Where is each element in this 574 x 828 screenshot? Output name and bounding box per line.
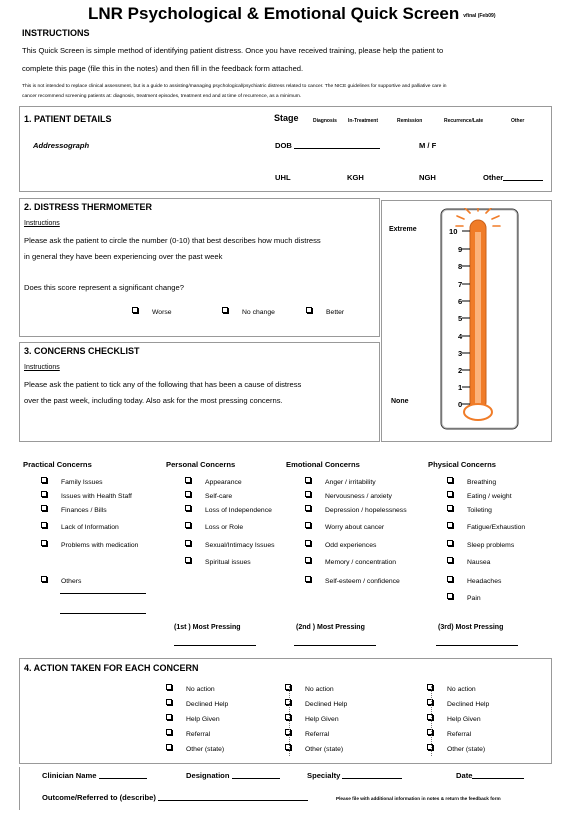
stage-in-treatment: In-Treatment — [348, 118, 379, 124]
checkbox-icon[interactable] — [285, 714, 291, 720]
tick-0[interactable]: 0 — [458, 400, 463, 409]
action-help-given[interactable]: Help Given — [285, 714, 339, 723]
checkbox-icon[interactable] — [166, 744, 172, 750]
concern-nausea[interactable]: Nausea — [447, 557, 490, 566]
checkbox-icon[interactable] — [185, 477, 191, 483]
checkbox-icon[interactable] — [305, 576, 311, 582]
clinician-name-field[interactable]: Clinician Name — [42, 771, 147, 780]
thermometer-none-label: None — [391, 398, 409, 405]
stage-remission: Remission — [397, 118, 423, 124]
date-field[interactable]: Date — [456, 771, 524, 780]
concern-others[interactable]: Others — [41, 576, 81, 585]
emotional-header: Emotional Concerns — [286, 460, 360, 469]
outcome-field[interactable]: Outcome/Referred to (describe) — [42, 793, 308, 802]
footer-note: Please file with additional information in notes & return the feedback form — [336, 796, 501, 801]
option-no-change[interactable]: No change — [222, 307, 275, 316]
action-other[interactable]: Other (state) — [285, 744, 343, 753]
most-pressing-3: (3rd) Most Pressing — [438, 624, 504, 631]
concerns-line-2: over the past week, including today. Also ask for the most pressing concerns. — [24, 396, 283, 405]
action-declined[interactable]: Declined Help — [166, 699, 228, 708]
concern-information[interactable]: Lack of Information — [41, 522, 119, 531]
distress-line-2: in general they have been experiencing over the past week — [24, 252, 223, 261]
concern-odd-experiences[interactable]: Odd experiences — [305, 540, 376, 549]
checkbox-icon[interactable] — [185, 491, 191, 497]
thermometer-icon — [440, 208, 520, 432]
tick-4[interactable]: 4 — [458, 332, 463, 341]
page-title: LNR Psychological & Emotional Quick Screen vfinal (Feb09) — [88, 4, 496, 23]
most-pressing-3-line[interactable] — [436, 645, 518, 646]
tick-10[interactable]: 10 — [449, 227, 458, 236]
action-referral[interactable]: Referral — [285, 729, 329, 738]
concern-depression[interactable]: Depression / hopelessness — [305, 505, 407, 514]
checkbox-icon[interactable] — [41, 477, 47, 483]
checkbox-icon[interactable] — [305, 540, 311, 546]
option-better[interactable]: Better — [306, 307, 344, 316]
thermometer-extreme-label: Extreme — [389, 226, 417, 233]
instructions-fine-2: cancer recommend screening patients at: diagnosis, treatment episodes, treatment end and at time of recurrence, as a minimum. — [22, 94, 302, 99]
addressograph-label: Addressograph — [33, 141, 90, 150]
stage-diagnosis: Diagnosis — [313, 118, 337, 124]
most-pressing-1: (1st ) Most Pressing — [174, 624, 241, 631]
others-line-1[interactable] — [60, 593, 146, 594]
concern-health-staff[interactable]: Issues with Health Staff — [41, 491, 132, 500]
checkbox-icon[interactable] — [132, 307, 138, 313]
concern-independence[interactable]: Loss of Independence — [185, 505, 272, 514]
concern-finances[interactable]: Finances / Bills — [41, 505, 107, 514]
concern-medication[interactable]: Problems with medication — [41, 540, 138, 549]
checkbox-icon[interactable] — [447, 593, 453, 599]
checkbox-icon[interactable] — [447, 540, 453, 546]
action-other[interactable]: Other (state) — [166, 744, 224, 753]
checkbox-icon[interactable] — [185, 522, 191, 528]
concern-role[interactable]: Loss or Role — [185, 522, 243, 531]
checkbox-icon[interactable] — [185, 557, 191, 563]
site-kgh[interactable]: KGH — [347, 173, 364, 182]
concern-anger[interactable]: Anger / irritability — [305, 477, 376, 486]
checkbox-icon[interactable] — [427, 684, 433, 690]
checkbox-icon[interactable] — [41, 505, 47, 511]
action-other[interactable]: Other (state) — [427, 744, 485, 753]
distress-instructions-label: Instructions — [24, 220, 60, 227]
checkbox-icon[interactable] — [166, 684, 172, 690]
action-help-given[interactable]: Help Given — [166, 714, 220, 723]
checkbox-icon[interactable] — [185, 540, 191, 546]
most-pressing-2: (2nd ) Most Pressing — [296, 624, 365, 631]
tick-8[interactable]: 8 — [458, 262, 463, 271]
checkbox-icon[interactable] — [222, 307, 228, 313]
patient-details-title: 1. PATIENT DETAILS — [24, 114, 112, 124]
concern-family[interactable]: Family Issues — [41, 477, 103, 486]
tick-1[interactable]: 1 — [458, 383, 463, 392]
instructions-line-1: This Quick Screen is simple method of identifying patient distress. Once you have received training, please help the patient to — [22, 46, 444, 55]
site-uhl[interactable]: UHL — [275, 173, 291, 182]
stage-other: Other — [511, 118, 525, 124]
tick-7[interactable]: 7 — [458, 280, 463, 289]
specialty-field[interactable]: Specialty — [307, 771, 402, 780]
concern-appearance[interactable]: Appearance — [185, 477, 242, 486]
most-pressing-1-line[interactable] — [174, 645, 256, 646]
option-worse[interactable]: Worse — [132, 307, 172, 316]
checkbox-icon[interactable] — [41, 491, 47, 497]
checkbox-icon[interactable] — [306, 307, 312, 313]
site-other[interactable]: Other — [483, 173, 543, 182]
concern-intimacy[interactable]: Sexual/Intimacy Issues — [185, 540, 275, 549]
tick-6[interactable]: 6 — [458, 297, 463, 306]
concern-breathing[interactable]: Breathing — [447, 477, 496, 486]
checkbox-icon[interactable] — [305, 505, 311, 511]
checkbox-icon[interactable] — [285, 699, 291, 705]
checkbox-icon[interactable] — [427, 729, 433, 735]
concern-worry-cancer[interactable]: Worry about cancer — [305, 522, 384, 531]
version-label: vfinal (Feb09) — [463, 13, 496, 19]
distress-line-1: Please ask the patient to circle the number (0-10) that best describes how much distress — [24, 236, 321, 245]
checkbox-icon[interactable] — [166, 714, 172, 720]
personal-header: Personal Concerns — [166, 460, 236, 469]
site-ngh[interactable]: NGH — [419, 173, 436, 182]
sex-field[interactable]: M / F — [419, 141, 437, 150]
instructions-fine-1: This is not intended to replace clinical assessment, but is a guide to assisting/managing psychological/psychiatric distress related to cancer. The NICE guidelines for supportive and palliative care in — [22, 84, 447, 89]
concern-sleep[interactable]: Sleep problems — [447, 540, 514, 549]
checkbox-icon[interactable] — [305, 557, 311, 563]
checkbox-icon[interactable] — [166, 729, 172, 735]
checkbox-icon[interactable] — [285, 744, 291, 750]
column-divider — [289, 686, 290, 756]
concern-eating[interactable]: Eating / weight — [447, 491, 512, 500]
concern-spiritual[interactable]: Spiritual issues — [185, 557, 251, 566]
checkbox-icon[interactable] — [41, 540, 47, 546]
stage-recurrence: Recurrence/Late — [444, 118, 484, 124]
tick-9[interactable]: 9 — [458, 245, 463, 254]
checkbox-icon[interactable] — [285, 729, 291, 735]
distress-question: Does this score represent a significant change? — [24, 283, 184, 292]
checkbox-icon[interactable] — [427, 699, 433, 705]
concern-anxiety[interactable]: Nervousness / anxiety — [305, 491, 392, 500]
checkbox-icon[interactable] — [305, 522, 311, 528]
checkbox-icon[interactable] — [305, 477, 311, 483]
checkbox-icon[interactable] — [447, 522, 453, 528]
checkbox-icon[interactable] — [427, 714, 433, 720]
instructions-heading: INSTRUCTIONS — [22, 28, 90, 38]
tick-2[interactable]: 2 — [458, 366, 463, 375]
action-referral[interactable]: Referral — [166, 729, 210, 738]
action-referral[interactable]: Referral — [427, 729, 471, 738]
action-declined[interactable]: Declined Help — [427, 699, 489, 708]
most-pressing-2-line[interactable] — [294, 645, 376, 646]
concerns-instructions-label: Instructions — [24, 364, 60, 371]
checkbox-icon[interactable] — [427, 744, 433, 750]
action-no-action[interactable]: No action — [427, 684, 476, 693]
concerns-line-1: Please ask the patient to tick any of the following that has been a cause of distress — [24, 380, 302, 389]
action-no-action[interactable]: No action — [285, 684, 334, 693]
dob-field[interactable]: DOB — [275, 141, 380, 150]
checkbox-icon[interactable] — [41, 576, 47, 582]
practical-header: Practical Concerns — [23, 460, 92, 469]
checkbox-icon[interactable] — [41, 522, 47, 528]
tick-5[interactable]: 5 — [458, 314, 463, 323]
checkbox-icon[interactable] — [447, 576, 453, 582]
checkbox-icon[interactable] — [305, 491, 311, 497]
concern-self-care[interactable]: Self-care — [185, 491, 232, 500]
concerns-title: 3. CONCERNS CHECKLIST — [24, 346, 140, 356]
action-title: 4. ACTION TAKEN FOR EACH CONCERN — [24, 663, 199, 673]
checkbox-icon[interactable] — [285, 684, 291, 690]
checkbox-icon[interactable] — [447, 477, 453, 483]
instructions-line-2: complete this page (file this in the notes) and then fill in the feedback form attached. — [22, 64, 304, 73]
action-declined[interactable]: Declined Help — [285, 699, 347, 708]
concern-fatigue[interactable]: Fatigue/Exhaustion — [447, 522, 525, 531]
concern-headaches[interactable]: Headaches — [447, 576, 501, 585]
checkbox-icon[interactable] — [166, 699, 172, 705]
checkbox-icon[interactable] — [447, 491, 453, 497]
concern-self-esteem[interactable]: Self-esteem / confidence — [305, 576, 400, 585]
others-line-2[interactable] — [60, 613, 146, 614]
designation-field[interactable]: Designation — [186, 771, 280, 780]
action-help-given[interactable]: Help Given — [427, 714, 481, 723]
concern-pain[interactable]: Pain — [447, 593, 481, 602]
concern-memory[interactable]: Memory / concentration — [305, 557, 396, 566]
stage-label: Stage — [274, 113, 299, 123]
checkbox-icon[interactable] — [185, 505, 191, 511]
column-divider — [431, 686, 432, 756]
action-no-action[interactable]: No action — [166, 684, 215, 693]
physical-header: Physical Concerns — [428, 460, 496, 469]
tick-3[interactable]: 3 — [458, 349, 463, 358]
distress-title: 2. DISTRESS THERMOMETER — [24, 202, 153, 212]
distress-box — [19, 198, 380, 337]
concern-toileting[interactable]: Toileting — [447, 505, 492, 514]
checkbox-icon[interactable] — [447, 557, 453, 563]
checkbox-icon[interactable] — [447, 505, 453, 511]
